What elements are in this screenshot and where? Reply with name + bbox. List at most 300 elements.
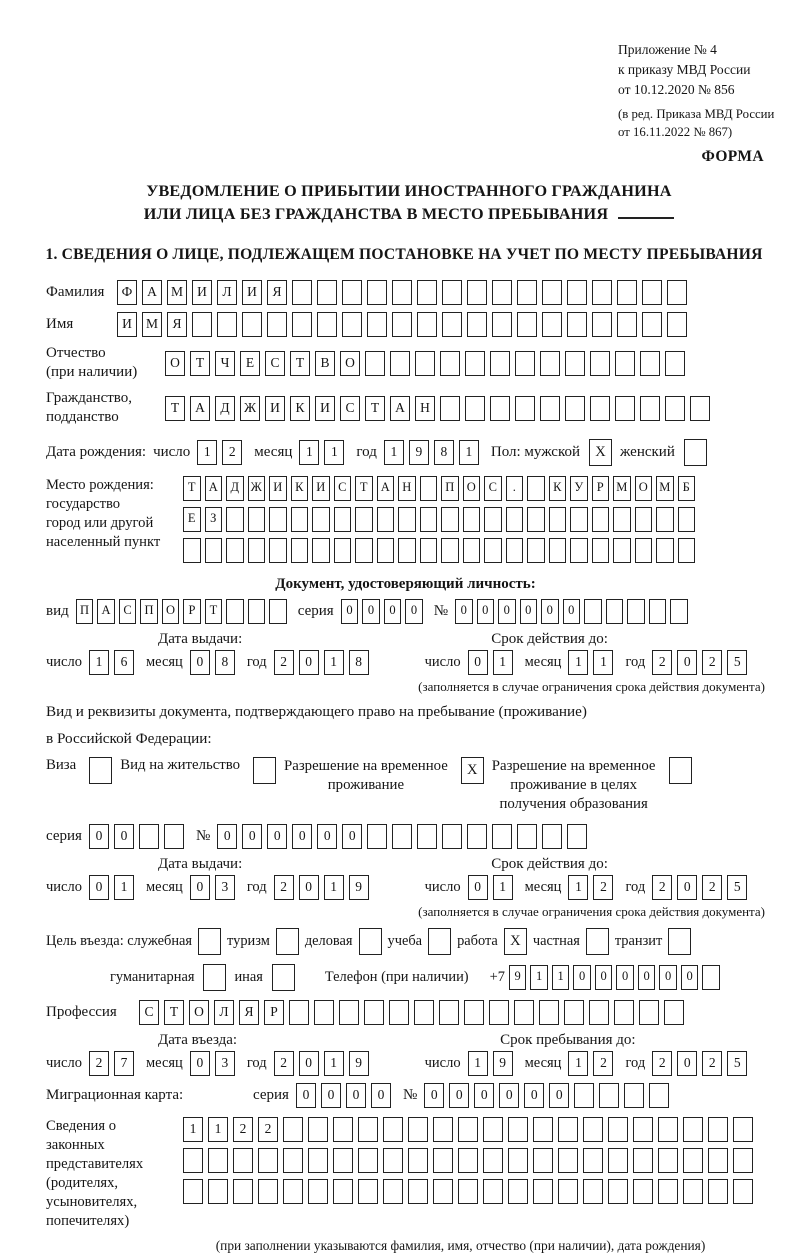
birthplace-cells-line-2 (183, 507, 699, 532)
cell (398, 507, 416, 532)
cell (248, 507, 266, 532)
stay-month-label: месяц (524, 1055, 562, 1071)
entry-purpose-row-2 (46, 964, 772, 991)
ref-line-5: от 16.11.2022 № 867) (618, 125, 733, 139)
cell (617, 280, 637, 305)
entry-month-cells (190, 1051, 240, 1076)
cell (367, 824, 387, 849)
birthplace-cells (183, 476, 706, 569)
cell (542, 824, 562, 849)
cell (592, 312, 612, 337)
doc-number-label: № (433, 603, 448, 619)
cell (377, 538, 395, 563)
cell (667, 312, 687, 337)
cell: Я (267, 280, 287, 305)
cell (334, 538, 352, 563)
birthdate-day-cells (197, 440, 247, 465)
cell: И (315, 396, 335, 421)
cell: А (205, 476, 223, 501)
cell: 0 (296, 1083, 316, 1108)
cell (292, 312, 312, 337)
cell: 1 (552, 965, 570, 990)
cell (733, 1117, 753, 1142)
cell: Т (290, 351, 310, 376)
cell: 0 (474, 1083, 494, 1108)
cell (492, 280, 512, 305)
permit-valid-header: Срок действия до: (491, 856, 608, 872)
doc-valid-year-label: год (625, 654, 646, 670)
doc-valid-year-cells (652, 650, 752, 675)
cell (308, 1148, 328, 1173)
doc-issue-header: Дата выдачи: (158, 631, 243, 647)
cell (615, 396, 635, 421)
cell (642, 280, 662, 305)
cell (583, 1179, 603, 1204)
cell: Б (678, 476, 696, 501)
purpose-label: Цель въезда: служебная (46, 933, 193, 949)
cell: Н (398, 476, 416, 501)
cell (342, 312, 362, 337)
cell (226, 538, 244, 563)
doc-validity-note-row (46, 679, 772, 695)
cell (333, 1117, 353, 1142)
cell: И (192, 280, 212, 305)
cell: Ж (248, 476, 266, 501)
doc-validity-note: (заполняется в случае ограничения срока действия документа) (418, 679, 765, 694)
cell (392, 312, 412, 337)
cell (139, 824, 159, 849)
cell: А (390, 396, 410, 421)
cell (283, 1179, 303, 1204)
sex-female-checkbox (684, 439, 707, 466)
cell: . (506, 476, 524, 501)
cell (589, 1000, 609, 1025)
purpose-humanitarian-label: гуманитарная (110, 969, 195, 985)
citizenship-row (46, 389, 772, 427)
cell: 1 (324, 1051, 344, 1076)
stay-day-cells (468, 1051, 518, 1076)
cell (639, 1000, 659, 1025)
cell: Р (183, 599, 201, 624)
cell (355, 507, 373, 532)
cell (484, 538, 502, 563)
cell: К (290, 396, 310, 421)
cell (527, 476, 545, 501)
cell (408, 1179, 428, 1204)
cell: С (119, 599, 137, 624)
cell: 1 (493, 875, 513, 900)
cell: 8 (349, 650, 369, 675)
cell: 0 (114, 824, 134, 849)
doc-kind-cells (76, 599, 291, 624)
residence-permit-checkbox (253, 757, 276, 784)
legal-reps-row (46, 1117, 772, 1231)
cell (508, 1179, 528, 1204)
cell (540, 351, 560, 376)
cell: И (242, 280, 262, 305)
cell (670, 599, 688, 624)
cell: Т (165, 396, 185, 421)
cell: З (205, 507, 223, 532)
cell (389, 1000, 409, 1025)
cell: 0 (299, 1051, 319, 1076)
cell: О (189, 1000, 209, 1025)
cell (649, 599, 667, 624)
legal-reps-note-row (156, 1238, 772, 1254)
cell (463, 507, 481, 532)
cell: 0 (317, 824, 337, 849)
cell: 0 (563, 599, 581, 624)
doc-issue-year-cells (274, 650, 374, 675)
cell (702, 965, 720, 990)
cell (599, 1083, 619, 1108)
cell (565, 351, 585, 376)
cell: 0 (541, 599, 559, 624)
cell (420, 538, 438, 563)
cell (417, 280, 437, 305)
cell: 9 (349, 875, 369, 900)
cell: 0 (299, 875, 319, 900)
cell (484, 507, 502, 532)
birthdate-year-label: год (356, 444, 377, 460)
cell (358, 1148, 378, 1173)
cell (433, 1117, 453, 1142)
cell (441, 507, 459, 532)
legal-reps-cells-line-1 (183, 1117, 758, 1142)
purpose-study-checkbox (428, 928, 451, 955)
cell: 1 (493, 650, 513, 675)
purpose-work-checkbox: X (504, 928, 527, 955)
cell: 2 (702, 1051, 722, 1076)
cell: 1 (89, 650, 109, 675)
cell (583, 1117, 603, 1142)
doc-dates-row (46, 650, 772, 675)
cell (683, 1148, 703, 1173)
cell (442, 824, 462, 849)
cell: С (340, 396, 360, 421)
cell: 2 (274, 875, 294, 900)
form-word: ФОРМА (701, 148, 764, 165)
doc-issue-year-label: год (246, 654, 267, 670)
cell: О (340, 351, 360, 376)
entry-year-label: год (246, 1055, 267, 1071)
cell (317, 280, 337, 305)
cell (649, 1083, 669, 1108)
cell: С (484, 476, 502, 501)
entry-dates-header-row (46, 1032, 772, 1049)
cell (417, 312, 437, 337)
cell: 0 (190, 1051, 210, 1076)
doc-valid-header: Срок действия до: (491, 631, 608, 647)
profession-label: Профессия (46, 1004, 117, 1020)
cell (314, 1000, 334, 1025)
cell: П (76, 599, 94, 624)
cell: 2 (593, 875, 613, 900)
cell: 0 (681, 965, 699, 990)
cell: Н (415, 396, 435, 421)
stay-year-cells (652, 1051, 752, 1076)
cell: 0 (498, 599, 516, 624)
cell (567, 280, 587, 305)
cell (414, 1000, 434, 1025)
cell (458, 1117, 478, 1142)
cell: Р (592, 476, 610, 501)
cell (367, 280, 387, 305)
purpose-work-label: работа (457, 933, 498, 949)
ref-line-1: Приложение № 4 (618, 42, 717, 57)
cell (205, 538, 223, 563)
phone-cells (509, 965, 724, 990)
patronymic-row (46, 344, 772, 382)
cell: С (265, 351, 285, 376)
form-body (46, 280, 772, 1254)
cell: Я (239, 1000, 259, 1025)
entry-month-label: месяц (145, 1055, 183, 1071)
cell: Т (183, 476, 201, 501)
cell: 2 (258, 1117, 278, 1142)
cell (633, 1148, 653, 1173)
citizenship-cells (165, 396, 715, 421)
purpose-business-checkbox (359, 928, 382, 955)
cell: 2 (652, 650, 672, 675)
cell: М (656, 476, 674, 501)
cell (392, 824, 412, 849)
cell: 0 (267, 824, 287, 849)
cell (383, 1117, 403, 1142)
cell: О (635, 476, 653, 501)
cell: 0 (524, 1083, 544, 1108)
cell (658, 1117, 678, 1142)
cell (355, 538, 373, 563)
cell: Л (214, 1000, 234, 1025)
givenname-row (46, 312, 772, 337)
cell: М (613, 476, 631, 501)
cell: 0 (89, 875, 109, 900)
cell: У (570, 476, 588, 501)
cell (658, 1148, 678, 1173)
cell (467, 824, 487, 849)
cell (517, 312, 537, 337)
cell: Т (164, 1000, 184, 1025)
cell (614, 1000, 634, 1025)
cell (258, 1179, 278, 1204)
sex-male-label: Пол: мужской (490, 444, 581, 460)
migration-card-row (46, 1083, 772, 1108)
cell: И (312, 476, 330, 501)
birthplace-label: Место рождения: государство город или другой населенный пункт (46, 477, 161, 550)
cell (549, 507, 567, 532)
cell (398, 538, 416, 563)
entry-year-cells (274, 1051, 374, 1076)
ref-line-4: (в ред. Приказа МВД России (618, 107, 775, 121)
ref-line-2: к приказу МВД России (618, 62, 751, 77)
legal-reps-cells-line-3 (183, 1179, 758, 1204)
cell (667, 280, 687, 305)
cell (364, 1000, 384, 1025)
cell: 1 (183, 1117, 203, 1142)
cell: К (291, 476, 309, 501)
permit-number-label: № (195, 828, 211, 844)
purpose-tourism-label: туризм (227, 933, 270, 949)
cell: 0 (677, 1051, 697, 1076)
cell: Е (240, 351, 260, 376)
cell: 9 (493, 1051, 513, 1076)
cell: 2 (274, 650, 294, 675)
cell: А (190, 396, 210, 421)
cell (640, 351, 660, 376)
cell (289, 1000, 309, 1025)
cell: И (117, 312, 137, 337)
cell: А (142, 280, 162, 305)
birthdate-day-label: число (153, 444, 191, 460)
cell: 9 (349, 1051, 369, 1076)
cell (267, 312, 287, 337)
cell (708, 1179, 728, 1204)
cell: Т (355, 476, 373, 501)
stay-month-cells (568, 1051, 618, 1076)
purpose-private-checkbox (586, 928, 609, 955)
cell: 1 (324, 650, 344, 675)
cell (558, 1117, 578, 1142)
permit-valid-day-label: число (424, 879, 461, 895)
cell: 2 (274, 1051, 294, 1076)
doc-valid-day-cells (468, 650, 518, 675)
cell: 1 (197, 440, 217, 465)
cell (549, 538, 567, 563)
cell: А (377, 476, 395, 501)
cell: 0 (341, 599, 359, 624)
cell: Ф (117, 280, 137, 305)
permit-valid-day-cells (468, 875, 518, 900)
cell: О (165, 351, 185, 376)
visa-checkbox (89, 757, 112, 784)
doc-series-cells (341, 599, 427, 624)
cell: 5 (727, 875, 747, 900)
cell: 9 (409, 440, 429, 465)
cell (433, 1179, 453, 1204)
stay-until-header: Срок пребывания до: (500, 1032, 636, 1048)
permit-issue-year-label: год (246, 879, 267, 895)
cell (183, 538, 201, 563)
cell (608, 1179, 628, 1204)
birthplace-cells-line-3 (183, 538, 699, 563)
ref-line-3: от 10.12.2020 № 856 (618, 82, 735, 97)
cell (506, 538, 524, 563)
permit-issue-header: Дата выдачи: (158, 856, 243, 872)
cell (635, 507, 653, 532)
cell (463, 538, 481, 563)
cell (464, 1000, 484, 1025)
cell: 0 (677, 650, 697, 675)
patronymic-label: Отчество (при наличии) (46, 345, 138, 380)
cell: Ж (240, 396, 260, 421)
cell (408, 1148, 428, 1173)
migration-series-cells (296, 1083, 396, 1108)
cell: 0 (424, 1083, 444, 1108)
cell (467, 280, 487, 305)
cell (640, 396, 660, 421)
cell: Т (365, 396, 385, 421)
cell: 0 (292, 824, 312, 849)
cell (558, 1179, 578, 1204)
cell (617, 312, 637, 337)
cell: П (140, 599, 158, 624)
cell: 2 (652, 1051, 672, 1076)
cell (483, 1148, 503, 1173)
permit-intro-line2: в Российской Федерации: (46, 730, 212, 747)
legal-reps-cells (183, 1117, 765, 1210)
cell: 2 (593, 1051, 613, 1076)
cell: Д (215, 396, 235, 421)
cell: 0 (346, 1083, 366, 1108)
cell: 0 (217, 824, 237, 849)
cell (565, 396, 585, 421)
cell (465, 351, 485, 376)
temp-residence-edu-label: Разрешение на временное проживание в целях получения образования (491, 758, 656, 812)
cell: 2 (222, 440, 242, 465)
cell (558, 1148, 578, 1173)
cell: 1 (468, 1051, 488, 1076)
cell (442, 280, 462, 305)
cell (383, 1148, 403, 1173)
cell (465, 396, 485, 421)
cell (683, 1117, 703, 1142)
cell (183, 1179, 203, 1204)
cell (490, 396, 510, 421)
cell (233, 1148, 253, 1173)
cell: 7 (114, 1051, 134, 1076)
permit-dates-header-row (46, 856, 772, 873)
cell (483, 1117, 503, 1142)
entry-dates-row (46, 1051, 772, 1076)
cell (208, 1148, 228, 1173)
cell (615, 351, 635, 376)
cell: Е (183, 507, 201, 532)
cell (564, 1000, 584, 1025)
entry-purpose-row-1 (46, 928, 772, 955)
cell (656, 538, 674, 563)
cell: Ч (215, 351, 235, 376)
legal-reps-note: (при заполнении указываются фамилия, имя, отчество (при наличии), дата рождения) (215, 1238, 706, 1253)
cell (527, 507, 545, 532)
cell: 0 (242, 824, 262, 849)
cell (312, 507, 330, 532)
cell (608, 1148, 628, 1173)
cell (317, 312, 337, 337)
cell (533, 1117, 553, 1142)
permit-dates-row (46, 875, 772, 900)
sex-female-label: женский (620, 444, 675, 460)
cell (664, 1000, 684, 1025)
cell: 0 (449, 1083, 469, 1108)
cell (583, 1148, 603, 1173)
identity-doc-heading-row (46, 576, 772, 593)
birthdate-row (46, 439, 772, 466)
migration-number-label: № (402, 1087, 418, 1103)
cell (390, 351, 410, 376)
cell: 0 (342, 824, 362, 849)
cell (248, 599, 266, 624)
cell: 0 (677, 875, 697, 900)
form-title-line2 (46, 203, 772, 226)
cell (183, 1148, 203, 1173)
phone-prefix: +7 (489, 969, 505, 985)
cell (592, 538, 610, 563)
profession-cells (139, 1000, 689, 1025)
cell (291, 507, 309, 532)
cell (665, 351, 685, 376)
cell (217, 312, 237, 337)
